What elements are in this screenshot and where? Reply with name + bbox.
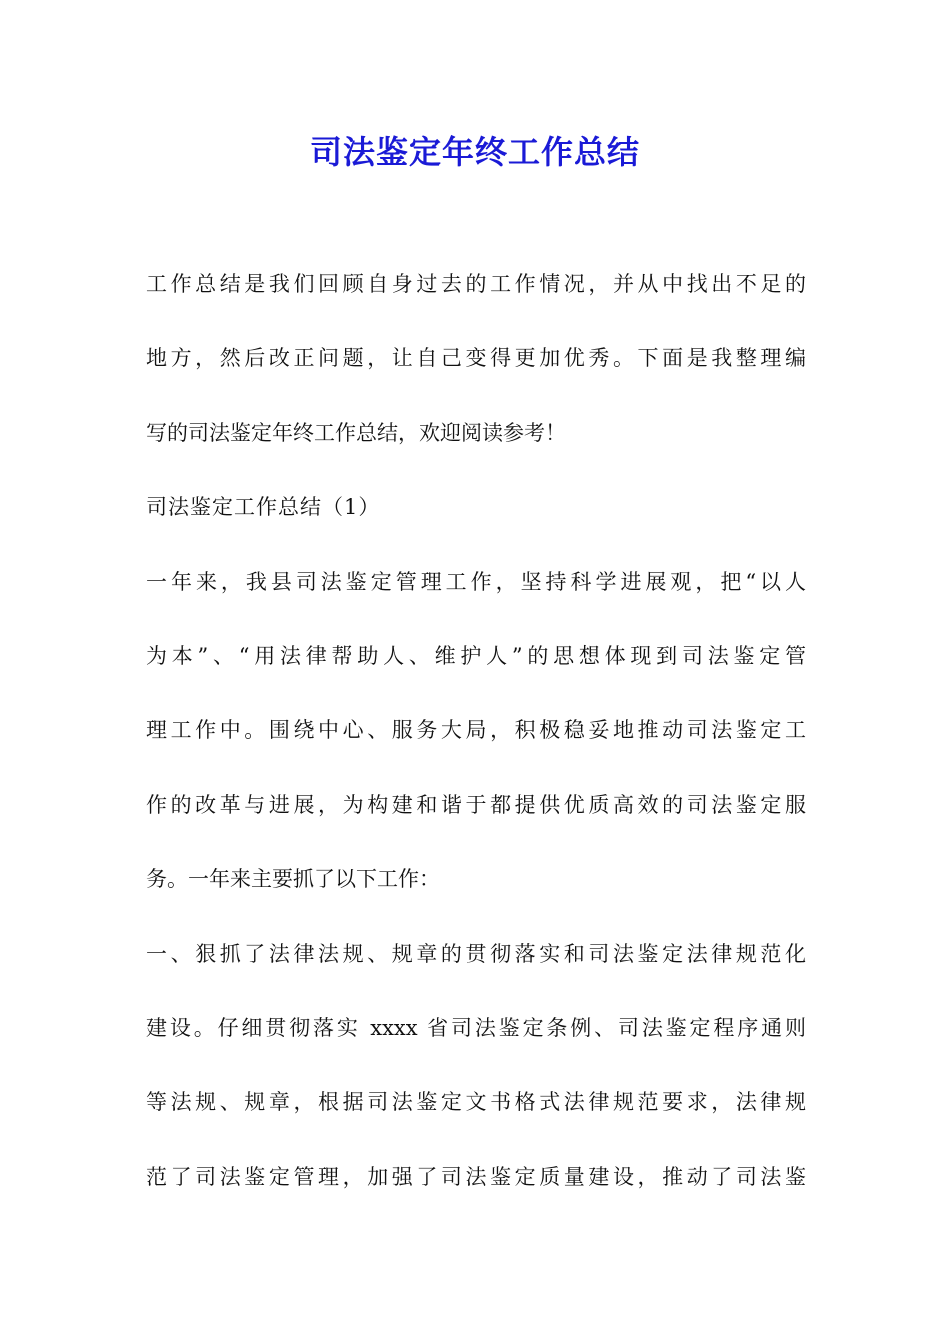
body-line: 范了司法鉴定管理，加强了司法鉴定质量建设，推动了司法鉴 — [146, 1164, 806, 1189]
body-line: 一年来，我县司法鉴定管理工作，坚持科学进展观，把“以人 — [146, 569, 806, 594]
body-line: 务。一年来主要抓了以下工作： — [146, 867, 440, 892]
body-line: 地方，然后改正问题，让自己变得更加优秀。下面是我整理编 — [146, 346, 806, 371]
body-line: 写的司法鉴定年终工作总结，欢迎阅读参考！ — [146, 420, 566, 445]
body-line: 为本”、“用法律帮助人、维护人”的思想体现到司法鉴定管 — [146, 643, 806, 668]
document-title: 司法鉴定年终工作总结 — [309, 133, 640, 171]
document-body — [146, 264, 806, 1231]
body-line: 一、狠抓了法律法规、规章的贯彻落实和司法鉴定法律规范化 — [146, 941, 806, 966]
body-line: 工作总结是我们回顾自身过去的工作情况，并从中找出不足的 — [146, 272, 806, 296]
body-line: 作的改革与进展，为构建和谐于都提供优质高效的司法鉴定服 — [146, 792, 806, 817]
body-line: 理工作中。围绕中心、服务大局，积极稳妥地推动司法鉴定工 — [146, 718, 806, 743]
body-line: 建设。仔细贯彻落实 xxxx 省司法鉴定条例、司法鉴定程序通则 — [146, 1015, 806, 1040]
section-heading: 司法鉴定工作总结（1） — [146, 495, 381, 520]
body-line: 等法规、规章，根据司法鉴定文书格式法律规范要求，法律规 — [146, 1090, 806, 1115]
